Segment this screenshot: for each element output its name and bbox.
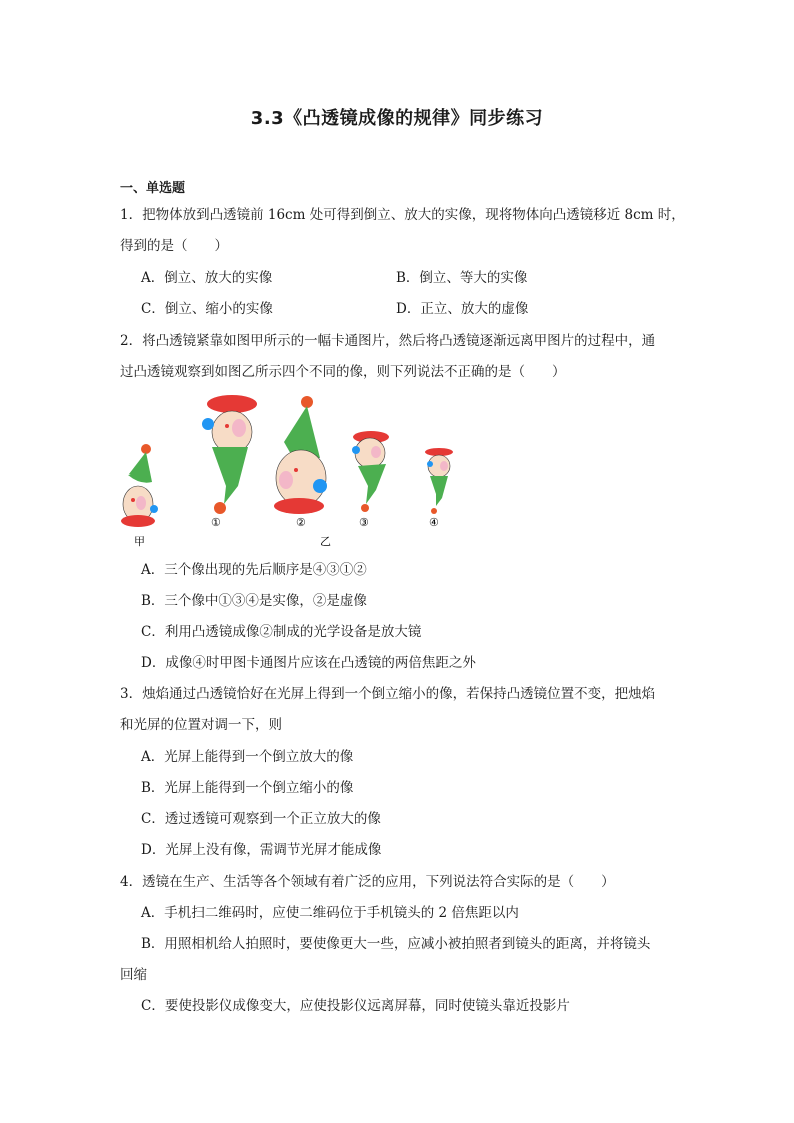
q1-text-line2: 得到的是（ ） xyxy=(120,238,228,254)
q4-option-c: C．要使投影仪成像变大，应使投影仪远离屏幕，同时使镜头靠近投影片 xyxy=(141,998,570,1014)
q4-option-b-cont: 回缩 xyxy=(120,967,147,983)
label-image-3: ③ xyxy=(359,516,369,529)
q3-option-b: B．光屏上能得到一个倒立缩小的像 xyxy=(141,780,354,796)
label-image-1: ① xyxy=(211,516,221,529)
label-yi: 乙 xyxy=(320,535,331,548)
q3-option-c: C．透过透镜可观察到一个正立放大的像 xyxy=(141,811,381,827)
figure-image-1 xyxy=(202,395,257,514)
nose xyxy=(150,505,158,513)
q2-text-line1: 2．将凸透镜紧靠如图甲所示的一幅卡通图片，然后将凸透镜逐渐远离甲图片的过程中，通 xyxy=(120,333,656,349)
q4-option-a: A．手机扫二维码时，应使二维码位于手机镜头的 2 倍焦距以内 xyxy=(141,905,519,921)
label-image-2: ② xyxy=(296,516,306,529)
figure-image-2 xyxy=(274,396,327,514)
q2-option-d: D．成像④时甲图卡通图片应该在凸透镜的两倍焦距之外 xyxy=(141,655,476,671)
label-image-4: ④ xyxy=(429,516,439,529)
q4-option-b: B．用照相机给人拍照时，要使像更大一些，应减小被拍照者到镜头的距离，并将镜头 xyxy=(141,936,651,952)
q1-text-line1: 1．把物体放到凸透镜前 16cm 处可得到倒立、放大的实像，现将物体向凸透镜移近 8cm 时， xyxy=(120,207,685,223)
q2-option-b: B．三个像中①③④是实像，②是虚像 xyxy=(141,593,367,609)
q3-text-line2: 和光屏的位置对调一下，则 xyxy=(120,717,282,733)
q3-text-line1: 3．烛焰通过凸透镜恰好在光屏上得到一个倒立缩小的像，若保持凸透镜位置不变，把烛焰 xyxy=(120,686,656,702)
figure-jia xyxy=(121,444,158,527)
q1-option-c: C．倒立、缩小的实像 xyxy=(141,301,273,317)
q1-option-d: D．正立、放大的虚像 xyxy=(396,301,529,317)
cap xyxy=(121,515,155,527)
q1-option-b: B．倒立、等大的实像 xyxy=(396,270,528,286)
q3-option-a: A．光屏上能得到一个倒立放大的像 xyxy=(141,749,354,765)
figure-image-4 xyxy=(425,448,453,514)
figure-image-3 xyxy=(352,431,389,512)
q3-option-d: D．光屏上没有像，需调节光屏才能成像 xyxy=(141,842,382,858)
cartoon-figure xyxy=(114,390,474,550)
q2-option-c: C．利用凸透镜成像②制成的光学设备是放大镜 xyxy=(141,624,422,640)
q1-option-a: A．倒立、放大的实像 xyxy=(141,270,273,286)
q2-text-line2: 过凸透镜观察到如图乙所示四个不同的像，则下列说法不正确的是（ ） xyxy=(120,364,566,380)
q4-text-line1: 4．透镜在生产、生活等各个领域有着广泛的应用，下列说法符合实际的是（ ） xyxy=(120,874,615,890)
q2-option-a: A．三个像出现的先后顺序是④③①② xyxy=(141,562,367,578)
label-jia: 甲 xyxy=(134,535,145,548)
section-heading: 一、单选题 xyxy=(120,181,186,196)
page-title: 3.3《凸透镜成像的规律》同步练习 xyxy=(250,108,544,129)
